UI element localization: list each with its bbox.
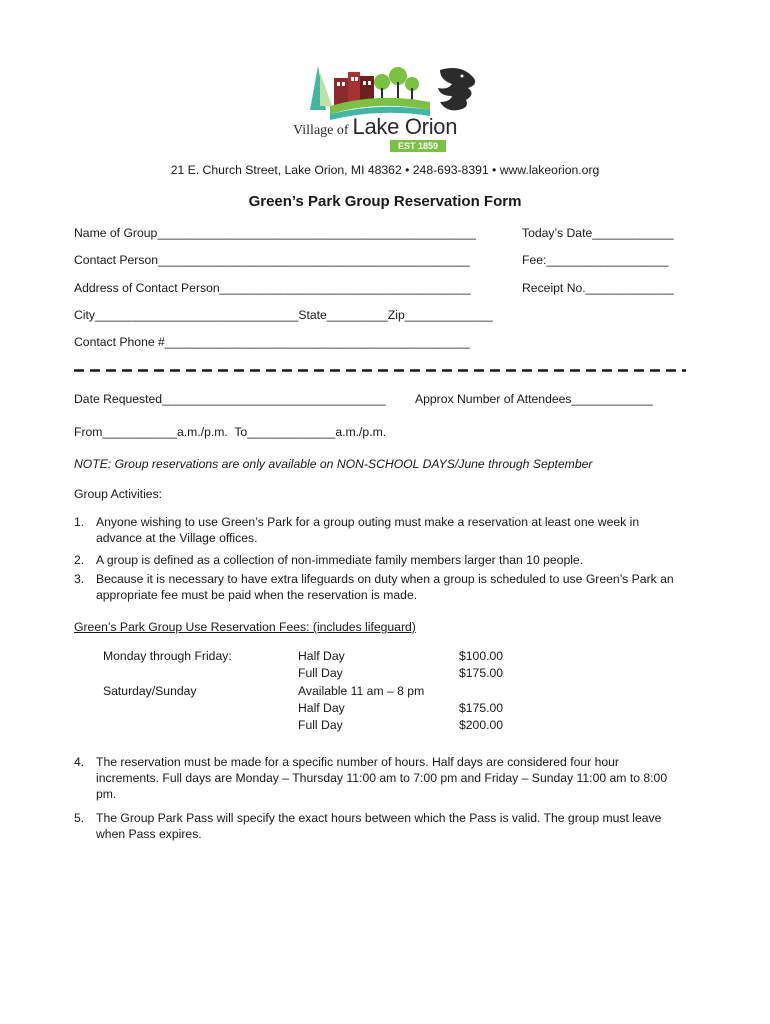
weekend-available-hours: Available 11 am – 8 pm [298,684,425,698]
logo-est-badge: EST 1859 [390,140,446,152]
weekday-half-day: Half Day [298,649,345,663]
village-logo [290,62,490,154]
weekday-full-price: $175.00 [459,666,504,680]
rule-2-number: 2. [74,553,85,567]
school-days-note: NOTE: Group reservations are only available on NON-SCHOOL DAYS/June through September [74,457,593,471]
rule-2-text: A group is defined as a collection of non-immediate family members larger than 10 people. [96,553,584,567]
weekday-full-day: Full Day [298,666,343,680]
address-of-contact-field[interactable]: Address of Contact Person_____________________________________ [74,281,471,295]
fee-field[interactable]: Fee:__________________ [522,253,669,267]
rule-1-number: 1. [74,515,85,529]
weekend-full-day: Full Day [298,718,343,732]
attendees-field[interactable]: Approx Number of Attendees____________ [415,392,653,406]
form-title: Green’s Park Group Reservation Form [248,193,522,210]
group-activities-label: Group Activities: [74,487,163,501]
village-address: 21 E. Church Street, Lake Orion, MI 48362 • 248-693-8391 • www.lakeorion.org [170,163,600,177]
rule-4-number: 4. [74,755,85,769]
contact-phone-field[interactable]: Contact Phone #_____________________________________________ [74,335,470,349]
receipt-no-field[interactable]: Receipt No._____________ [522,281,674,295]
weekend-full-price: $200.00 [459,718,504,732]
weekend-half-price: $175.00 [459,701,504,715]
rule-5-number: 5. [74,811,85,825]
logo-lake-orion: Lake Orion [352,114,458,139]
fees-heading: Green’s Park Group Use Reservation Fees: (includes lifeguard) [74,620,416,634]
rule-3-number: 3. [74,572,85,586]
contact-person-field[interactable]: Contact Person______________________________________________ [74,253,470,267]
logo-wordmark [293,114,457,140]
rule-3-text: Because it is necessary to have extra lifeguards on duty when a group is scheduled to use Green’s Park an appropriate fee must be paid when the reservation is made. [96,572,674,602]
from-to-time-field[interactable]: From___________a.m./p.m. To_____________a.m./p.m. [74,425,387,439]
rule-5-text: The Group Park Pass will specify the exact hours between which the Pass is valid. The group must leave when Pass expires. [96,811,662,841]
todays-date-field[interactable]: Today’s Date____________ [522,226,674,240]
weekend-half-day: Half Day [298,701,345,715]
city-state-zip-field[interactable]: City______________________________State_________Zip_____________ [74,308,493,322]
rule-1-text: Anyone wishing to use Green’s Park for a group outing must make a reservation at least one week in advance at the Village offices. [96,515,640,545]
name-of-group-field[interactable]: Name of Group_______________________________________________ [74,226,476,240]
weekday-label: Monday through Friday: [103,649,232,663]
date-requested-field[interactable]: Date Requested_________________________________ [74,392,386,406]
logo-village-of: Village of [293,123,349,138]
weekday-half-price: $100.00 [459,649,504,663]
weekend-label: Saturday/Sunday [103,684,197,698]
logo-graphic [290,62,490,122]
rule-4-text: The reservation must be made for a specific number of hours. Half days are considered four hour increments. Full days are Monday – Thursday 11:00 am to 7:00 pm and Friday – Sunday 11:00 am to 8:00 pm. [96,755,668,801]
dashed-divider [74,369,686,372]
